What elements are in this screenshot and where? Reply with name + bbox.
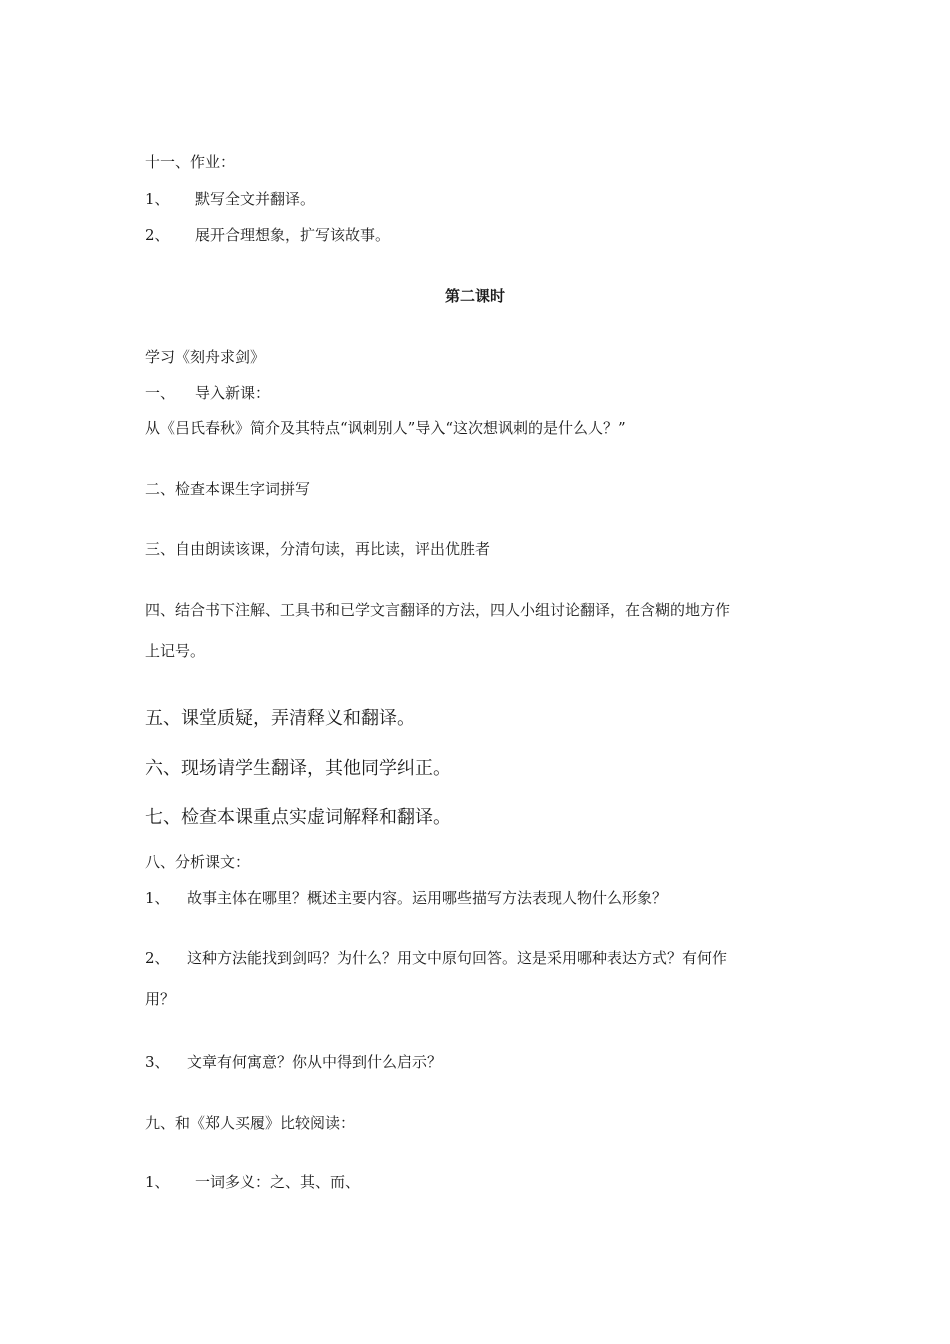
intro-line: [145, 383, 270, 403]
item-text: 文章有何寓意？你从中得到什么启示？: [187, 1053, 443, 1071]
step-7: 七、检查本课重点实虚词解释和翻译。: [145, 807, 451, 828]
item-text: 一词多义：之、其、而、: [195, 1173, 361, 1191]
item-number: 2、: [145, 949, 170, 967]
study-line: 学习《刻舟求剑》: [145, 348, 266, 366]
item-number: 2、: [145, 226, 170, 244]
homework-item: [145, 189, 315, 209]
item-number: 1、: [145, 190, 170, 208]
item-number: 1、: [145, 1173, 170, 1191]
step-5: 五、课堂质疑，弄清释义和翻译。: [145, 708, 415, 729]
item-number: 1、: [145, 889, 170, 907]
homework-heading: 十一、作业：: [145, 153, 236, 171]
lesson-title: 第二课时: [444, 287, 505, 305]
item-text: 这种方法能找到剑吗？为什么？用文中原句回答。这是采用哪种表达方式？有何作: [187, 949, 728, 967]
step-4-line-1: 四、结合书下注解、工具书和已学文言翻译的方法，四人小组讨论翻译，在含糊的地方作: [145, 601, 731, 619]
step-3: 三、自由朗读该课，分清句读，再比读，评出优胜者: [145, 540, 491, 558]
compare-question-1: [145, 1172, 360, 1192]
homework-item: [145, 225, 390, 245]
step-4-line-2: 上记号。: [145, 642, 206, 660]
analysis-question-1: [145, 888, 667, 908]
item-text: 故事主体在哪里？概述主要内容。运用哪些描写方法表现人物什么形象？: [187, 889, 668, 907]
item-text: 展开合理想象，扩写该故事。: [195, 226, 391, 244]
analysis-question-2-cont: 用？: [145, 990, 176, 1008]
analysis-question-3: [145, 1052, 442, 1072]
step-6: 六、现场请学生翻译，其他同学纠正。: [145, 758, 451, 779]
item-number: 一、: [145, 384, 176, 402]
item-text: 导入新课：: [195, 384, 271, 402]
step-2: 二、检查本课生字词拼写: [145, 480, 311, 498]
analysis-question-2: [145, 948, 727, 968]
item-text: 默写全文并翻译。: [195, 190, 316, 208]
intro-body: 从《吕氏春秋》简介及其特点“讽刺别人”导入“这次想讽刺的是什么人？”: [145, 419, 626, 437]
compare-heading: 九、和《郑人买履》比较阅读：: [145, 1114, 356, 1132]
analysis-heading: 八、分析课文：: [145, 853, 251, 871]
item-number: 3、: [145, 1053, 170, 1071]
